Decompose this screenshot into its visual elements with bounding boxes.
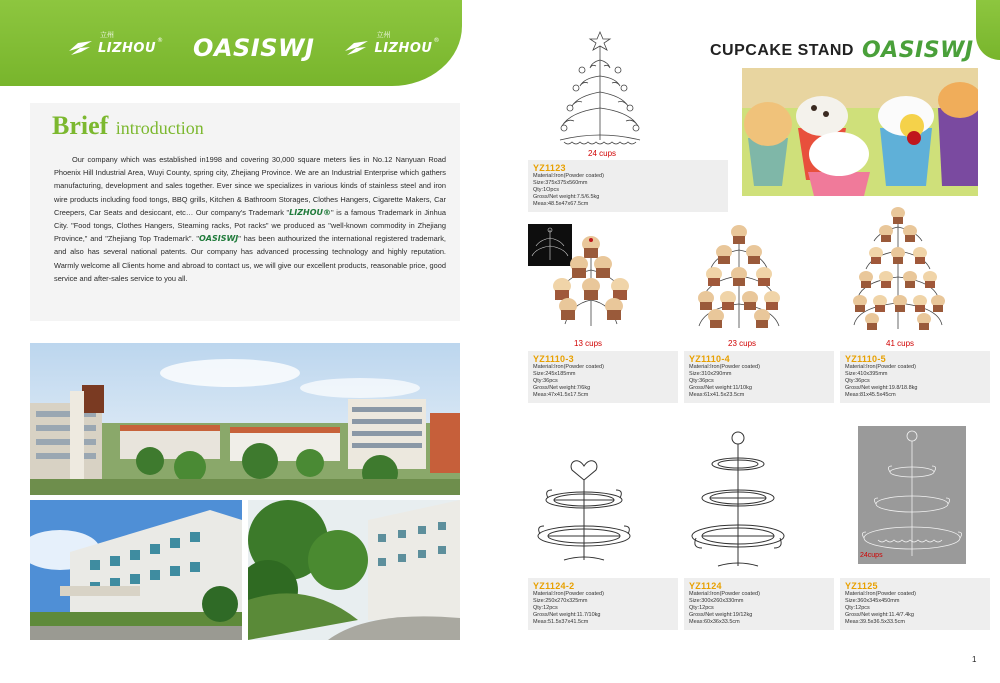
cupcakes-photo: [742, 68, 978, 196]
cups-label-yz1110-5: 41 cups: [886, 339, 915, 348]
spec-line: Meas:81x45.5x45cm: [845, 392, 896, 398]
registered-mark: ®: [433, 36, 440, 44]
cups-label-yz1125: 24cups: [860, 552, 883, 559]
spec-line: Qty:12pcs: [845, 605, 870, 611]
spec-code: YZ1125: [845, 581, 878, 591]
lizhou-chinese-text: 立州: [376, 31, 391, 39]
lizhou-wing-icon: [344, 39, 370, 57]
cups-label-yz1110-4: 23 cups: [728, 339, 757, 348]
spec-line: Gross/Net weight:11.7/10kg: [533, 612, 601, 618]
spec-line: Size:300x260x330mm: [689, 598, 744, 604]
spec-line: Meas:48.5x47x67.5cm: [533, 201, 589, 207]
lizhou-logo: [68, 31, 164, 57]
spec-line: Gross/Net weight:7/6kg: [533, 385, 591, 391]
spec-line: Gross/Net weight:7.5/6.5kg: [533, 194, 600, 200]
spec-card-yz1110-3: [528, 351, 678, 403]
oasiswj-header-logo: OASISWJ: [861, 38, 974, 63]
spec-line: Gross/Net weight:19.8/18.8kg: [845, 385, 918, 391]
brief-title-small: introduction: [115, 118, 204, 138]
spec-code: YZ1110-3: [533, 354, 574, 364]
spec-card-yz1123: [528, 160, 728, 212]
spec-line: Qty:36pcs: [533, 378, 558, 384]
spec-line: Qty:1Opcs: [533, 187, 559, 193]
spec-code: YZ1124: [689, 581, 722, 591]
spec-line: Qty:36pcs: [845, 378, 870, 384]
brief-title: [52, 111, 204, 141]
spec-line: Meas:61x41.5x23.5cm: [689, 392, 745, 398]
page-number: 1: [972, 655, 977, 664]
spec-line: Gross/Net weight:11.4/7.4kg: [845, 612, 914, 618]
spec-card-yz1110-4: [684, 351, 834, 403]
product-image-yz1110-5: [850, 203, 946, 333]
lizhou-logo-text: LIZHOU: [374, 40, 433, 56]
lizhou-logo-secondary: [344, 31, 440, 57]
product-image-yz1124-2: [534, 450, 634, 570]
product-image-yz1123: [550, 30, 650, 148]
spec-card-yz1110-5: [840, 351, 990, 403]
brief-paragraph-3: " has been authourized the international registered trademark, and also has several national patents. Our company has advanced processing technology and highly reputation. Warmly welcome all Clients home and abroad to contact us, we will give our excellent products, reasonable price, good service and after-sales service to you all.: [54, 234, 446, 283]
spec-line: Size:250x270x325mm: [533, 598, 588, 604]
cups-label-yz1110-3: 13 cups: [574, 339, 603, 348]
spec-line: Material:Iron(Powder coated): [689, 591, 760, 597]
spec-line: Material:Iron(Powder coated): [689, 364, 760, 370]
brief-introduction-section: [30, 103, 460, 321]
lizhou-logo-text: LIZHOU: [98, 40, 157, 56]
cupcake-stand-title: CUPCAKE STAND: [710, 41, 854, 59]
spec-code: YZ1124-2: [533, 581, 575, 591]
green-banner: [0, 0, 462, 86]
spec-line: Qty:36pcs: [689, 378, 714, 384]
spec-line: Gross/Net weight:19/12kg: [689, 612, 753, 618]
spec-line: Qty:12pcs: [689, 605, 714, 611]
green-corner-strip: [976, 0, 1000, 60]
oasiswj-trademark-inline: OASISWJ: [198, 234, 239, 244]
spec-line: Material:Iron(Powder coated): [533, 591, 604, 597]
oasiswj-logo: OASISWJ: [193, 34, 315, 62]
brief-title-big: Brief: [52, 111, 109, 140]
spec-card-yz1125: [840, 578, 990, 630]
brief-paragraph-2: " is a famous Trademark in Jinhua City. "Food tongs, Clothes Hangers, Steaming racks, Pot racks" we produced as "well-known commodity in Zhejiang Province," and "Zhejiang Top Trademark". ": [54, 207, 446, 244]
spec-line: Meas:47x41.5x17.5cm: [533, 392, 589, 398]
registered-mark: ®: [157, 36, 164, 44]
cups-label-yz1123: 24 cups: [588, 149, 617, 158]
factory-aerial-photo: [30, 343, 460, 495]
garden-building-photo: [248, 500, 460, 640]
spec-line: Qty:12pcs: [533, 605, 558, 611]
office-building-photo: [30, 500, 242, 640]
spec-line: Material:Iron(Powder coated): [845, 364, 916, 370]
spec-line: Meas:51.5x37x41.5cm: [533, 619, 589, 625]
right-page: [480, 0, 1000, 683]
spec-code: YZ1110-5: [845, 354, 886, 364]
left-page: [0, 0, 480, 683]
spec-line: Size:375x375x560mm: [533, 180, 588, 186]
cupcake-stand-header: [710, 38, 974, 63]
spec-line: Size:245x185mm: [533, 371, 576, 377]
brief-paragraph-1: Our company which was established in1998 and covering 30,000 square meters lies in No.12 Nanyuan Road Phoenix Hill Industrial Area, Wuyi County, spring city, Zhejiang Province. We are an Industrial Enterprise which gathers manufacturing, development and sales together. Ever since we specializes in various kinds of stainless steel and iron wire products including food tongs, BBQ grills, Kitchen & Bathroom Storages, Clothes Hangers, Cigarette Makers, Car Creepers, Car Seats and desiccant, etc… Our company's Trademark ": [54, 155, 446, 217]
product-image-yz1125: [858, 426, 966, 564]
lizhou-chinese-text: 立州: [100, 31, 114, 39]
spec-line: Meas:60x36x33.5cm: [689, 619, 740, 625]
spec-card-yz1124-2: [528, 578, 678, 630]
product-image-yz1110-4: [694, 220, 784, 332]
banner-logos: [68, 31, 440, 62]
brief-body-text: [54, 153, 446, 285]
lizhou-wing-icon: [68, 39, 94, 57]
spec-line: Size:310x290mm: [689, 371, 732, 377]
spec-line: Gross/Net weight:11/10kg: [689, 385, 752, 391]
spec-card-yz1124: [684, 578, 834, 630]
spec-line: Material:Iron(Powder coated): [845, 591, 916, 597]
spec-line: Material:Iron(Powder coated): [533, 364, 604, 370]
product-image-yz1110-3: [546, 230, 636, 330]
spec-line: Size:360x345x450mm: [845, 598, 900, 604]
spec-line: Material:Iron(Powder coated): [533, 173, 604, 179]
product-image-yz1124: [688, 426, 788, 576]
spec-code: YZ1110-4: [689, 354, 730, 364]
spec-line: Size:410x395mm: [845, 371, 888, 377]
spec-line: Meas:39.5x36.5x33.5cm: [845, 619, 905, 625]
spec-code: YZ1123: [533, 163, 566, 173]
lizhou-trademark-inline: LIZHOU®: [289, 207, 332, 217]
